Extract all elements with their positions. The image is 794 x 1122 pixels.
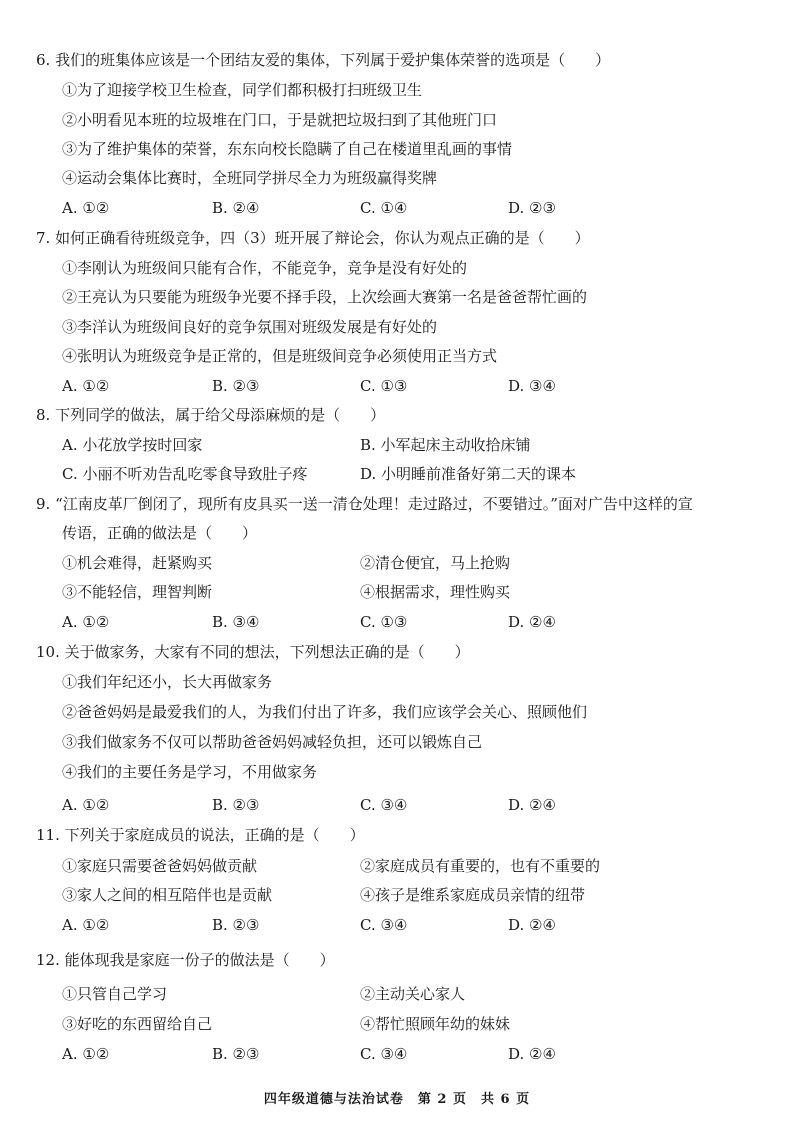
question-9-stem: 9. “江南皮革厂倒闭了，现所有皮具买一送一清仓处理！走过路过，不要错过。”面对广告中这样的宣: [36, 495, 693, 513]
option-a[interactable]: A. ①②: [62, 796, 110, 814]
question-11-item-3: ③家人之间的相互陪伴也是贡献: [62, 886, 273, 904]
question-9-item-3: ③不能轻信，理智判断: [62, 583, 213, 601]
question-10-item-3: ③我们做家务不仅可以帮助爸爸妈妈减轻负担，还可以锻炼自己: [62, 733, 483, 751]
option-a[interactable]: A. ①②: [62, 377, 110, 395]
option-b[interactable]: B. 小军起床主动收拾床铺: [360, 436, 531, 454]
question-12-item-1: ①只管自己学习: [62, 985, 168, 1003]
question-11-item-1: ①家庭只需要爸爸妈妈做贡献: [62, 857, 258, 875]
question-10-item-4: ④我们的主要任务是学习，不用做家务: [62, 763, 318, 781]
question-6-item-2: ②小明看见本班的垃圾堆在门口，于是就把垃圾扫到了其他班门口: [62, 111, 498, 129]
option-a[interactable]: A. ①②: [62, 613, 110, 631]
page-footer: 四年级道德与法治试卷 第 2 页 共 6 页: [263, 1092, 531, 1107]
option-c[interactable]: C. ③④: [360, 916, 408, 934]
option-d[interactable]: D. ②④: [508, 1045, 556, 1063]
question-6-stem: 6. 我们的班集体应该是一个团结友爱的集体，下列属于爱护集体荣誉的选项是（ ）: [36, 51, 611, 69]
question-7-stem: 7. 如何正确看待班级竞争，四（3）班开展了辩论会，你认为观点正确的是（ ）: [36, 229, 590, 247]
option-d[interactable]: D. ②④: [508, 796, 556, 814]
option-d[interactable]: D. ②④: [508, 613, 556, 631]
question-11-item-2: ②家庭成员有重要的，也有不重要的: [360, 857, 601, 875]
option-a[interactable]: A. ①②: [62, 199, 110, 217]
option-d[interactable]: D. ③④: [508, 377, 556, 395]
question-10-stem: 10. 关于做家务，大家有不同的想法，下列想法正确的是（ ）: [36, 643, 470, 661]
option-b[interactable]: B. ②③: [212, 916, 260, 934]
option-c[interactable]: C. ③④: [360, 796, 408, 814]
question-9-item-4: ④根据需求，理性购买: [360, 583, 511, 601]
option-b[interactable]: B. ②③: [212, 1045, 260, 1063]
option-a[interactable]: A. 小花放学按时回家: [62, 436, 203, 454]
option-c[interactable]: C. 小丽不听劝告乱吃零食导致肚子疼: [62, 465, 308, 483]
question-12-item-4: ④帮忙照顾年幼的妹妹: [360, 1015, 511, 1033]
question-9-item-2: ②清仓便宜，马上抢购: [360, 554, 511, 572]
question-6-item-1: ①为了迎接学校卫生检查，同学们都积极打扫班级卫生: [62, 81, 423, 99]
option-d[interactable]: D. ②③: [508, 199, 556, 217]
option-d[interactable]: D. ②④: [508, 916, 556, 934]
option-d[interactable]: D. 小明睡前准备好第二天的课本: [360, 465, 577, 483]
option-b[interactable]: B. ②④: [212, 199, 260, 217]
option-c[interactable]: C. ①③: [360, 377, 408, 395]
option-a[interactable]: A. ①②: [62, 1045, 110, 1063]
question-6-item-3: ③为了维护集体的荣誉，东东向校长隐瞒了自己在楼道里乱画的事情: [62, 140, 513, 158]
question-7-item-3: ③李洋认为班级间良好的竞争氛围对班级发展是有好处的: [62, 318, 438, 336]
question-11-item-4: ④孩子是维系家庭成员亲情的纽带: [360, 886, 586, 904]
option-b[interactable]: B. ②③: [212, 796, 260, 814]
question-10-item-1: ①我们年纪还小，长大再做家务: [62, 673, 273, 691]
question-7-item-1: ①李刚认为班级间只能有合作，不能竞争，竞争是没有好处的: [62, 259, 468, 277]
question-11-stem: 11. 下列关于家庭成员的说法，正确的是（ ）: [36, 826, 365, 844]
option-c[interactable]: C. ①④: [360, 199, 408, 217]
question-12-item-2: ②主动关心家人: [360, 985, 466, 1003]
question-7-item-2: ②王亮认为只要能为班级争光要不择手段，上次绘画大赛第一名是爸爸帮忙画的: [62, 288, 588, 306]
question-9-item-1: ①机会难得，赶紧购买: [62, 554, 213, 572]
question-10-item-2: ②爸爸妈妈是最爱我们的人，为我们付出了许多，我们应该学会关心、照顾他们: [62, 703, 588, 721]
question-9-stem-continued: 传语，正确的做法是（ ）: [62, 524, 258, 542]
option-b[interactable]: B. ②③: [212, 377, 260, 395]
question-6-item-4: ④运动会集体比赛时，全班同学拼尽全力为班级赢得奖牌: [62, 169, 438, 187]
option-c[interactable]: C. ③④: [360, 1045, 408, 1063]
option-b[interactable]: B. ③④: [212, 613, 260, 631]
question-8-stem: 8. 下列同学的做法，属于给父母添麻烦的是（ ）: [36, 406, 386, 424]
option-a[interactable]: A. ①②: [62, 916, 110, 934]
question-12-item-3: ③好吃的东西留给自己: [62, 1015, 213, 1033]
question-7-item-4: ④张明认为班级竞争是正常的，但是班级间竞争必须使用正当方式: [62, 347, 498, 365]
option-c[interactable]: C. ①③: [360, 613, 408, 631]
question-12-stem: 12. 能体现我是家庭一份子的做法是（ ）: [36, 951, 335, 969]
